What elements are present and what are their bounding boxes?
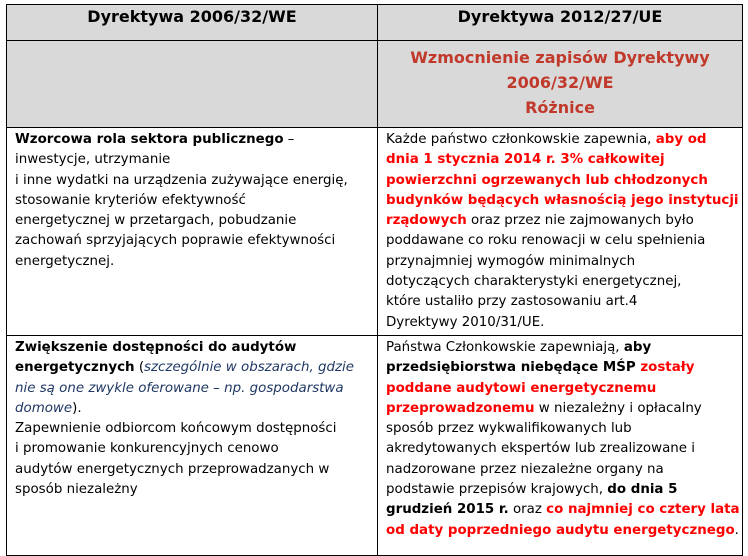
subheader-line3: Różnice <box>525 98 595 117</box>
row1-left-line: stosowanie kryteriów efektywność <box>15 192 246 208</box>
row2-right-bold: aby <box>623 339 652 355</box>
row2-right-text: Państwa Członkowskie zapewniają, <box>386 339 624 355</box>
row2-left-text: i promowanie konkurencyjnych cenowo <box>15 441 279 457</box>
subheader-empty-cell <box>7 41 378 128</box>
row1-left-cell <box>7 128 378 336</box>
row1-right-text: poddawane co roku renowacji w celu spełnienia <box>386 233 706 249</box>
row1-left-heading: Wzorcowa rola sektora publicznego <box>15 132 284 147</box>
row2-right-text: sposób przez wykwalifikowanych lub <box>386 421 632 437</box>
row1-right-cell <box>378 128 743 336</box>
row2-left-text: Zapewnienie odbiorcom końcowym dostępności <box>15 421 337 437</box>
row2-right-bold: przedsiębiorstwa niebędące MŚP <box>386 360 641 376</box>
row1-right-highlight: rządowych <box>386 213 467 229</box>
row1-left-line: i inne wydatki na urządzenia zużywające energię, <box>15 172 348 188</box>
row2-right-cell <box>378 335 743 555</box>
row1-left-line: energetycznej w przetargach, pobudzanie <box>15 213 297 229</box>
row2-right-text: podstawie przepisów krajowych, <box>386 482 608 498</box>
row2-right-highlight: zostały <box>640 360 695 376</box>
row2-right-highlight: od daty poprzedniego audytu energetycznego <box>386 522 735 538</box>
row1-left-line: inwestycje, utrzymanie <box>15 152 171 168</box>
row2-left-text: ( <box>134 360 145 376</box>
row2-left-text: ). <box>72 400 82 416</box>
row2-left-note: szczególnie w obszarach, gdzie <box>144 360 354 376</box>
row2-left-cell <box>7 335 378 555</box>
row1-right-text: dotyczących charakterystyki energetycznej, <box>386 274 682 290</box>
row2-right-bold: do dnia 5 <box>607 482 678 498</box>
row1-right-text: przynajmniej wymogów minimalnych <box>386 253 636 269</box>
row1-right-text: które ustaliło przy zastosowaniu art.4 <box>386 294 638 310</box>
row2-right-text: w niezależny i opłacalny <box>534 400 702 416</box>
row1-right-highlight: powierzchni ogrzewanych lub chłodzonych <box>386 172 708 188</box>
row1-right-highlight: dnia 1 stycznia 2014 r. 3% całkowitej <box>386 152 665 168</box>
header-row <box>7 5 743 41</box>
header-col2: Dyrektywa 2012/27/UE <box>378 5 743 41</box>
row2-right-text: akredytowanych ekspertów lub zrealizowane i <box>386 441 695 457</box>
comparison-table <box>6 4 743 556</box>
row1-right-text: Każde państwo członkowskie zapewnia, <box>386 132 656 147</box>
row1-right-highlight: budynków będących własnością jego instytucji <box>386 192 739 208</box>
row2-right-text: nadzorowane przez niezależne organy na <box>386 461 664 477</box>
header-col1: Dyrektywa 2006/32/WE <box>7 5 378 41</box>
row1-right-text: Dyrektywy 2010/31/UE. <box>386 314 545 330</box>
row1-left-line: energetycznej. <box>15 253 115 269</box>
subheader-row <box>7 41 743 128</box>
row2-left-note: domowe <box>15 400 73 416</box>
row2-left-note: nie są one zwykle oferowane – np. gospodarstwa <box>15 380 344 396</box>
row1-right-text: oraz przez nie zajmowanych było <box>466 213 694 229</box>
row2-right-text: oraz <box>508 502 547 518</box>
row2-right-highlight: co najmniej co cztery lata <box>546 502 740 518</box>
row2-right-highlight: poddane audytowi energetycznemu <box>386 380 657 396</box>
row2-left-text: sposób niezależny <box>15 482 138 498</box>
row2-right-highlight: przeprowadzonemu <box>386 400 535 416</box>
subheader-line1: Wzmocnienie zapisów Dyrektywy <box>410 48 710 67</box>
row1-left-line: zachowań sprzyjających poprawie efektywności <box>15 233 336 249</box>
row1-right-highlight: aby od <box>655 132 707 147</box>
row2-right-bold: grudzień 2015 r. <box>386 502 509 518</box>
row-energy-audits <box>7 335 743 555</box>
subheader-title <box>378 41 743 128</box>
row1-left-dash: – <box>283 132 295 147</box>
row2-left-text: audytów energetycznych przeprowadzanych w <box>15 461 330 477</box>
row-public-sector <box>7 128 743 336</box>
subheader-line2: 2006/32/WE <box>506 73 614 92</box>
row2-left-heading: Zwiększenie dostępności do audytów <box>15 339 297 355</box>
row2-left-heading: energetycznych <box>15 360 135 376</box>
row2-right-text: . <box>734 522 739 538</box>
